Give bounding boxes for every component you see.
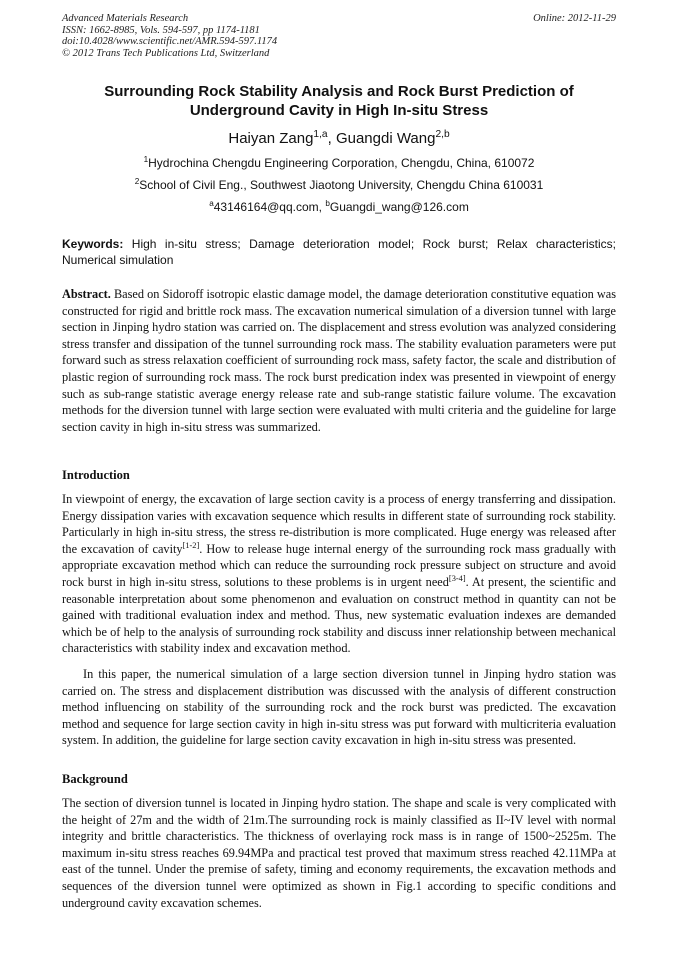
author-list bbox=[62, 130, 616, 148]
doi-line: doi:10.4028/www.scientific.net/AMR.594-597.1174 bbox=[62, 36, 278, 47]
author-1: Haiyan Zang bbox=[228, 130, 314, 147]
affiliation-2-mark: 2 bbox=[134, 177, 140, 186]
affiliation-2 bbox=[62, 178, 616, 192]
affiliation-2-text: School of Civil Eng., Southwest Jiaotong University, Chengdu China 610031 bbox=[139, 178, 544, 192]
citation-3-4: [3-4] bbox=[448, 573, 466, 583]
citation-1-2: [1-2] bbox=[182, 540, 200, 550]
title-line-1: Surrounding Rock Stability Analysis and Rock Burst Prediction of bbox=[104, 83, 574, 100]
intro-p1-part-b: . How to release huge internal energy of the surrounding rock mass gradually with appropriate excavation method which can reduce the surrounding rock pressure subject on structure and avoid rock burst in high in-situ stress, solutions to these problems is in urgent need bbox=[62, 541, 617, 589]
email-b-mark: b bbox=[325, 199, 330, 208]
background-paragraph-1: The section of diversion tunnel is located in Jinping hydro station. The shape and scale is very complicated with the height of 27m and the width of 21m.The surrounding rock is mainly classified as II~IV level with normal integrity and brittle characteristics. The thickness of overlaying rock mass is in range of 1500~2525m. The maximum in-situ stress reaches 69.94MPa and practical test proved that maximum stress reached 42.11MPa at east of the tunnel. Under the premise of safety, timing and economy requirements, the excavation methods and sequences of the diversion tunnel were optimized as shown in Fig.1 according to specific conditions and underground cavity excavation schemes. bbox=[62, 796, 616, 910]
online-date: Online: 2012-11-29 bbox=[533, 13, 616, 24]
abstract-block bbox=[62, 286, 616, 435]
abstract-label: Abstract. bbox=[62, 287, 111, 301]
running-header bbox=[62, 13, 616, 59]
abstract-text: Based on Sidoroff isotropic elastic damage model, the damage deterioration constitutive equation was constructed for rigid and brittle rock mass. The excavation numerical simulation of a diversion tunnel with large section in Jinping hydro station was carried on. The displacement and stress evolution was analyzed considering stress transfer and dissipation of the tunnel surrounding rock mass. The stability evaluation parameters were put forward such as stress relaxation coefficient of surrounding rock mass, safety factor, the scale and distribution of plastic region of surrounding rock mass. The rock burst predication index was presented in viewpoint of energy such as sub-range statistic average energy release rate and sub-range statistic failure volume. The excavation methods for the diversion tunnel with large section were evaluated with multi criteria and the guideline for large section cavity in high in-situ stress was summarized. bbox=[62, 287, 616, 434]
intro-p1-part-c: . At present, the scientific and reasonable interpretation about some phenomenon and evaluation on construct method in quantity can not be gained with traditional evaluation index and method. Thus, new systematic evaluation indexes are demanded which be of help to the analysis of surrounding rock stability and discuss inner relationship between mechanical characteristics with stability index and excavation method. bbox=[62, 574, 616, 656]
introduction-heading: Introduction bbox=[62, 468, 130, 482]
author-emails bbox=[62, 200, 616, 214]
keywords-label: Keywords: bbox=[62, 237, 124, 251]
issn-line: ISSN: 1662-8985, Vols. 594-597, pp 1174-1181 bbox=[62, 24, 260, 36]
journal-name: Advanced Materials Research bbox=[62, 13, 189, 24]
affiliation-1-text: Hydrochina Chengdu Engineering Corporation, Chengdu, China, 610072 bbox=[148, 156, 535, 170]
email-b: Guangdi_wang@126.com bbox=[329, 200, 469, 214]
affiliation-1-mark: 1 bbox=[143, 155, 149, 164]
introduction-paragraph-1 bbox=[62, 491, 616, 657]
author-1-affiliation: 1,a bbox=[313, 129, 328, 140]
background-heading: Background bbox=[62, 772, 128, 786]
author-2: Guangdi Wang bbox=[335, 130, 436, 147]
keywords-block bbox=[62, 236, 616, 268]
keywords-text: High in-situ stress; Damage deterioration model; Rock burst; Relax characteristics; Numerical simulation bbox=[62, 237, 616, 267]
intro-p1-part-a: In viewpoint of energy, the excavation of large section cavity is a process of energy transferring and dissipation. Energy dissipation varies with excavation sequence which results in different state of surrounding rock stability. Particularly in high in-situ stress, the stress re-distribution is more complicated. Huge energy was released after the excavation of cavity bbox=[62, 492, 616, 556]
author-separator: , bbox=[327, 130, 336, 147]
copyright-line: © 2012 Trans Tech Publications Ltd, Switzerland bbox=[62, 47, 270, 59]
email-a-mark: a bbox=[209, 199, 214, 208]
introduction-paragraph-2: In this paper, the numerical simulation of a large section diversion tunnel in Jinping hydro station was carried on. The stress and displacement distribution was discussed with the analysis of different construction method influencing on stability of the surrounding rock and the rock burst was predicted. The excavation method and sequence for large section cavity in high in-situ stress was put forward with multicriteria evaluation system. In addition, the guideline for large section cavity excavation in high in-situ stress was presented. bbox=[62, 667, 616, 748]
email-a: 43146164@qq.com, bbox=[213, 200, 326, 214]
paper-title bbox=[62, 82, 616, 120]
title-line-2: Underground Cavity in High In-situ Stress bbox=[189, 102, 489, 119]
affiliation-1 bbox=[62, 156, 616, 170]
author-2-affiliation: 2,b bbox=[435, 129, 450, 140]
